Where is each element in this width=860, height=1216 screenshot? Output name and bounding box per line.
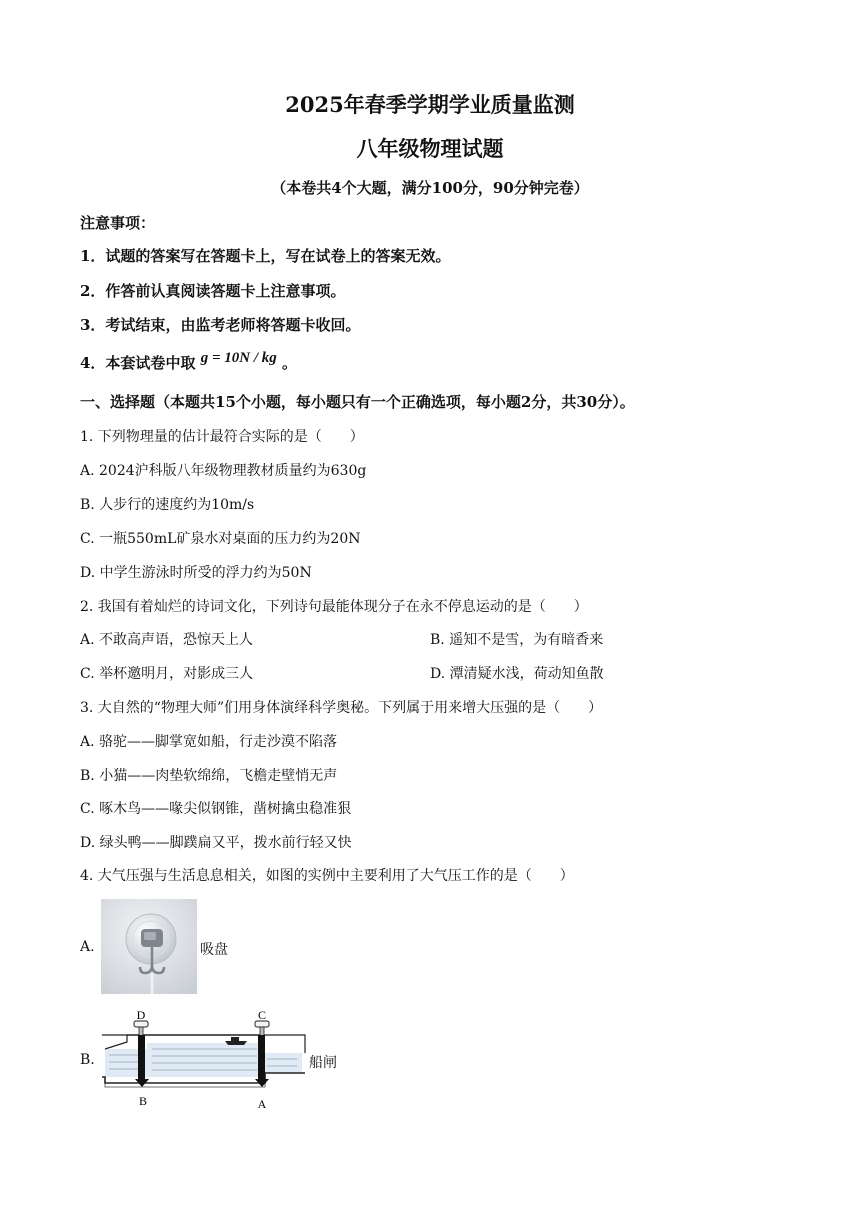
question-1-option-b: B. 人步行的速度约为10m/s: [80, 497, 255, 513]
valve-d-label: D: [136, 1008, 146, 1022]
question-1-option-a: A. 2024沪科版八年级物理教材质量约为630g: [80, 463, 367, 479]
question-3-option-d: D. 绿头鸭——脚蹼扁又平，拨水前行轻又快: [80, 835, 352, 851]
exam-subtitle: 八年级物理试题: [356, 136, 504, 161]
question-2-option-d: D. 潭清疑水浅，荷动知鱼散: [430, 666, 604, 682]
ship-lock-diagram: [97, 1007, 312, 1113]
question-4-option-b-caption: 船闸: [309, 1055, 337, 1071]
question-2-stem: 2. 我国有着灿烂的诗词文化，下列诗句最能体现分子在永不停息运动的是（ ）: [80, 599, 588, 615]
question-4-stem: 4. 大气压强与生活息息相关，如图的实例中主要利用了大气压工作的是（ ）: [80, 868, 574, 884]
exam-info: （本卷共4个大题，满分100分，90分钟完卷）: [271, 179, 589, 197]
gravity-formula: g = 10N / kg: [200, 350, 277, 366]
suction-cup-image: [101, 899, 197, 994]
question-3-option-c: C. 啄木鸟——喙尖似钢锥，凿树擒虫稳准狠: [80, 801, 352, 817]
note-2: 2．作答前认真阅读答题卡上注意事项。: [80, 282, 346, 300]
question-1-option-d: D. 中学生游泳时所受的浮力约为50N: [80, 565, 312, 581]
valve-b-label: B: [138, 1094, 148, 1108]
note-4-prefix: 4．本套试卷中取: [80, 354, 196, 372]
question-4-option-b-label: B.: [80, 1052, 95, 1068]
question-2-option-c: C. 举杯邀明月，对影成三人: [80, 666, 254, 682]
note-1: 1．试题的答案写在答题卡上，写在试卷上的答案无效。: [80, 247, 451, 265]
valve-c-label: C: [257, 1008, 267, 1022]
question-3-option-a: A. 骆驼——脚掌宽如船，行走沙漠不陷落: [80, 734, 338, 750]
question-1-option-c: C. 一瓶550mL矿泉水对桌面的压力约为20N: [80, 531, 361, 547]
notes-heading: 注意事项：: [80, 214, 156, 232]
question-4-option-a-label: A.: [80, 939, 95, 955]
question-3-option-b: B. 小猫——肉垫软绵绵，飞檐走壁悄无声: [80, 768, 338, 784]
question-2-option-b: B. 遥知不是雪，为有暗香来: [430, 632, 604, 648]
note-3: 3．考试结束，由监考老师将答题卡收回。: [80, 316, 361, 334]
question-2-option-a: A. 不敢高声语，恐惊天上人: [80, 632, 254, 648]
question-3-stem: 3. 大自然的“物理大师”们用身体演绎科学奥秘。下列属于用来增大压强的是（ ）: [80, 700, 603, 716]
question-4-option-a-caption: 吸盘: [200, 942, 228, 958]
question-1-stem: 1. 下列物理量的估计最符合实际的是（ ）: [80, 429, 364, 445]
note-4: [80, 352, 297, 373]
exam-title: 2025年春季学期学业质量监测: [285, 92, 575, 117]
valve-a-label: A: [257, 1097, 267, 1111]
section-1-heading: 一、选择题（本题共15个小题，每小题只有一个正确选项，每小题2分，共30分）。: [80, 393, 635, 411]
note-4-suffix: 。: [281, 354, 297, 372]
